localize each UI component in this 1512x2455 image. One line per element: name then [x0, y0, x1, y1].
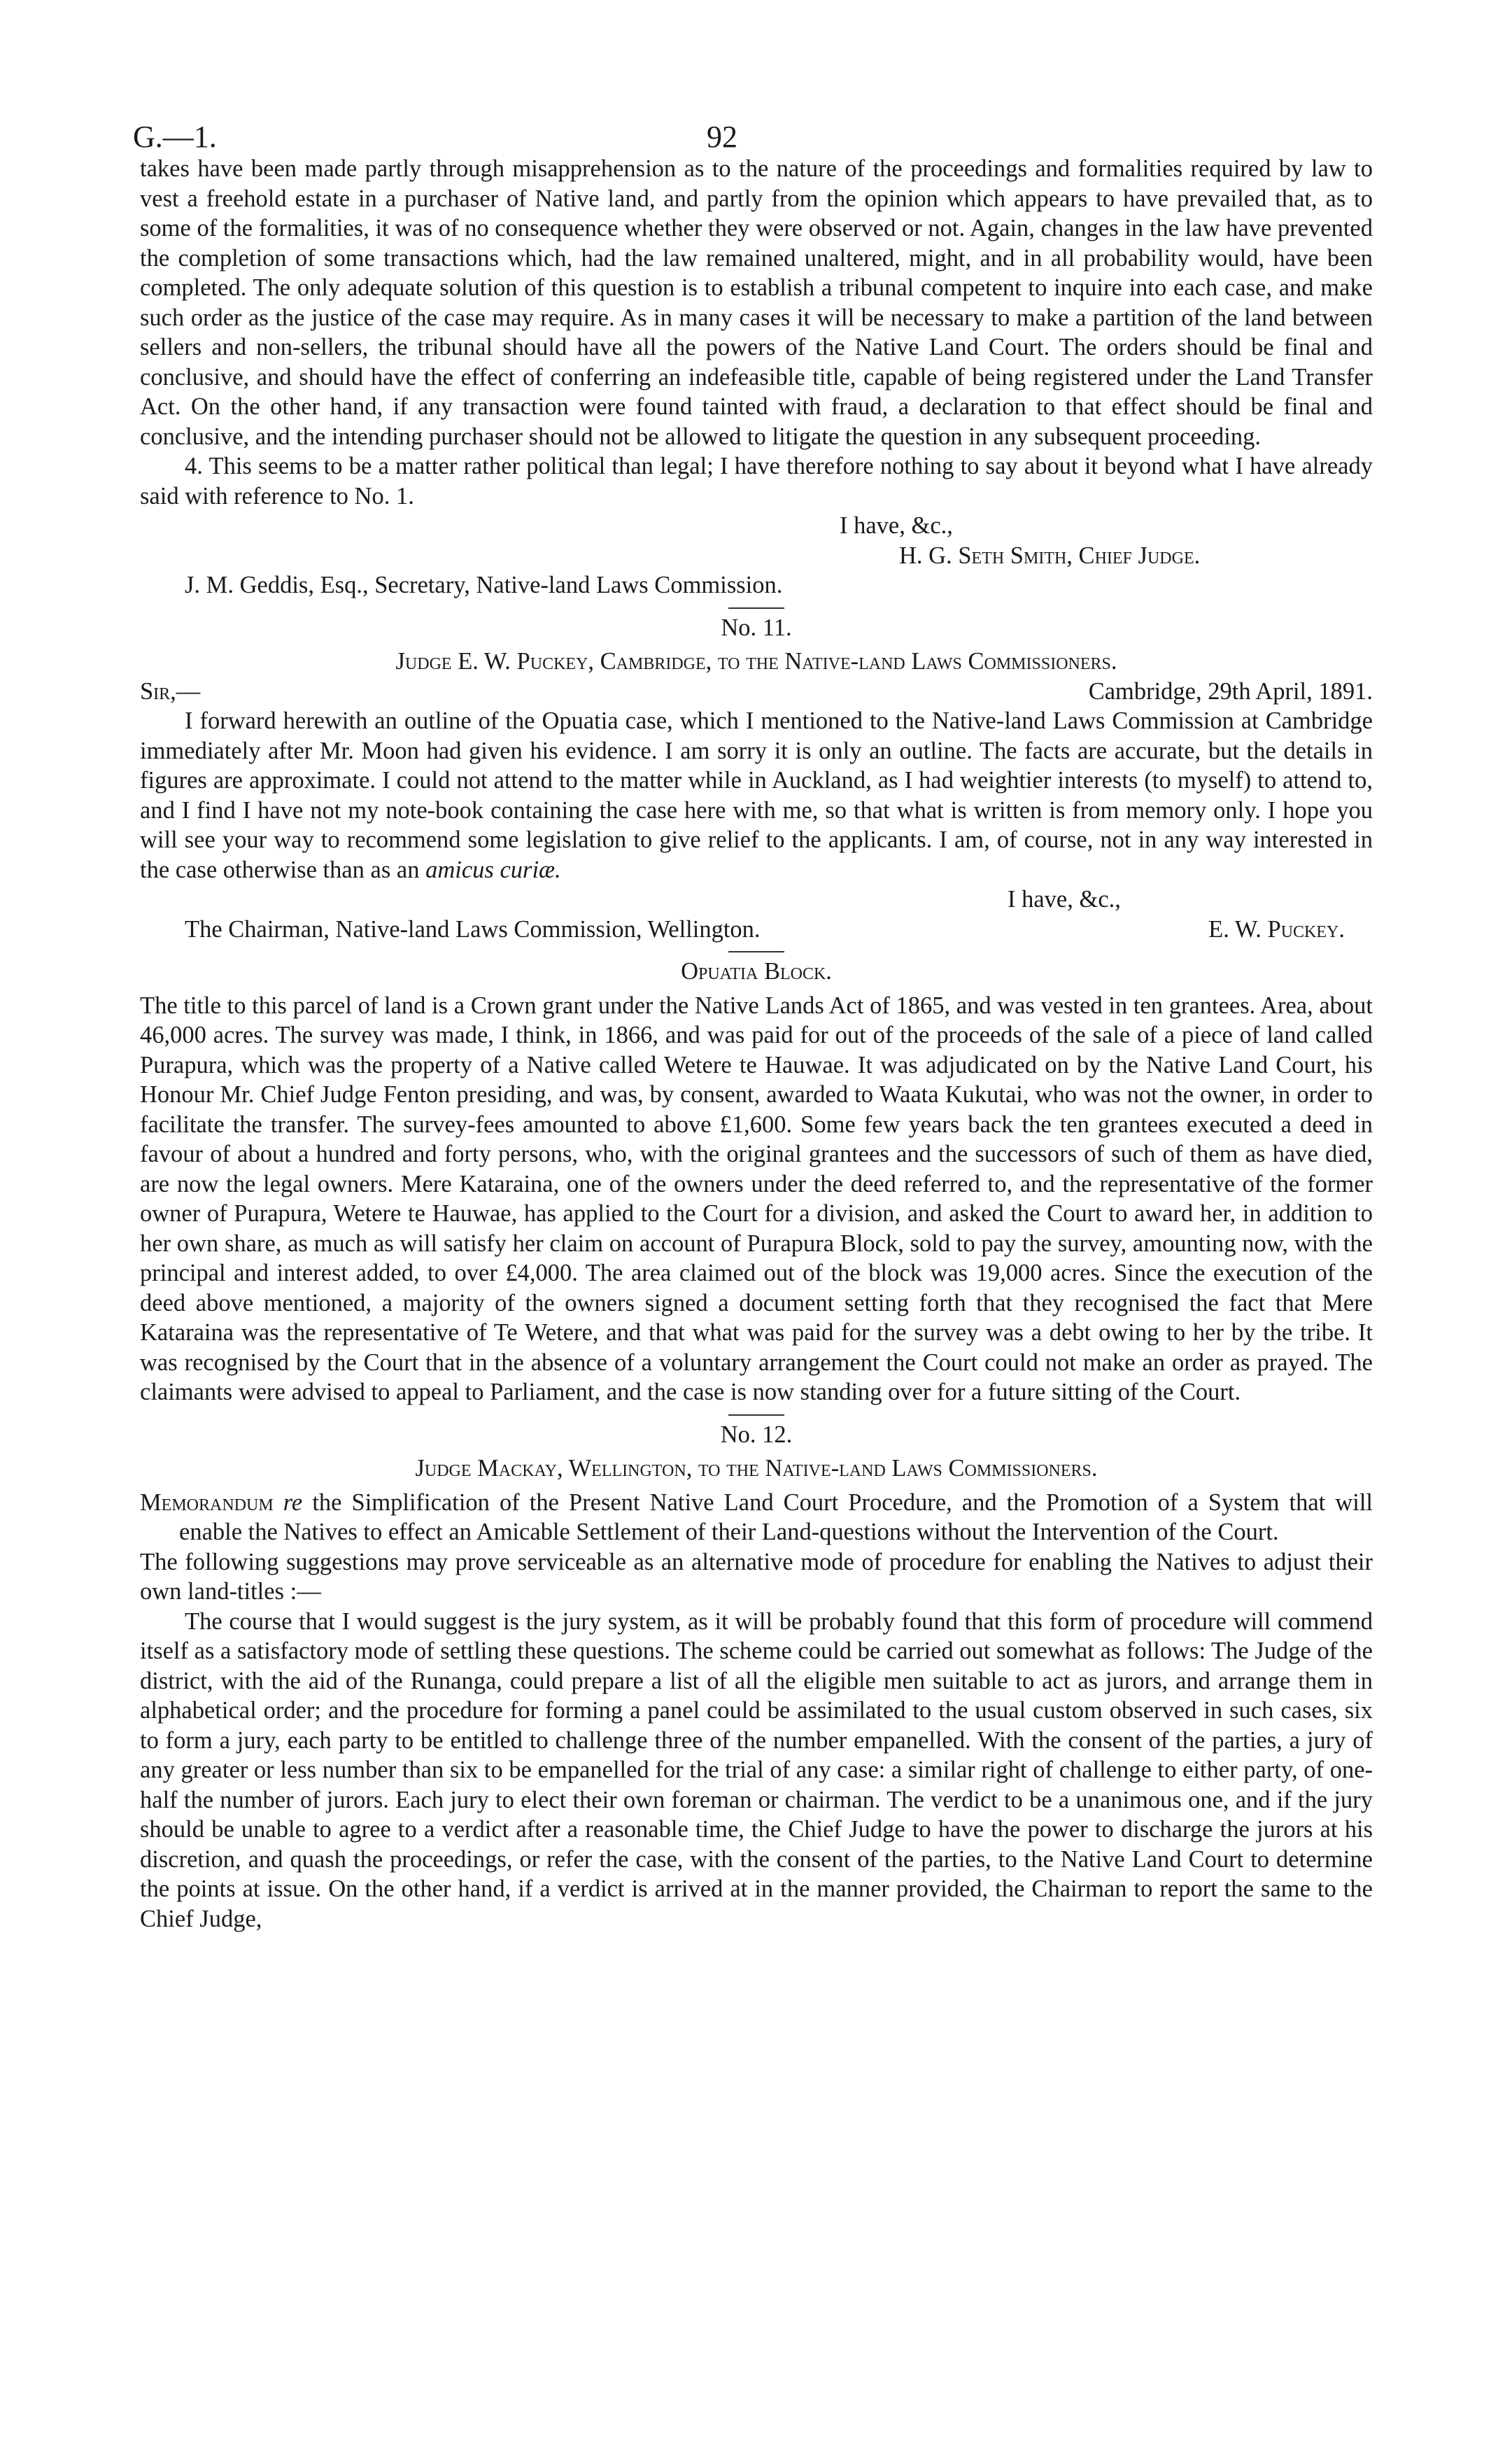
section-divider: [728, 607, 784, 609]
item-4-paragraph: 4. This seems to be a matter rather political than legal; I have therefore nothing to say about it beyond what I have already said with reference to No. 1.: [140, 453, 1373, 509]
letter11-body: [140, 706, 1373, 885]
letter10-signer: H. G. Seth Smith, Chief Judge.: [899, 542, 1201, 569]
letter11-salutation: Sir,—: [140, 677, 201, 705]
letter11-salutation-row: [140, 677, 1373, 707]
letter11-addressee: The Chairman, Native-land Laws Commission, Wellington.: [185, 915, 761, 943]
letter11-number: No. 11.: [721, 614, 792, 641]
series-code: G.—1.: [133, 120, 217, 154]
letter11-addressee-row: [140, 915, 1373, 945]
letter10-closing-line: [140, 511, 1373, 541]
letter11-closing-line: [140, 885, 1373, 915]
section-divider: [728, 951, 784, 952]
document-page: [133, 105, 1373, 1934]
letter12-number: No. 12.: [720, 1421, 793, 1448]
letter12-body: The course that I would suggest is the jury system, as it will be probably found that this form of procedure will commend itself as a satisfactory mode of settling these questions. The scheme could be carried out somewhat as follows: The Judge of the district, with the aid of the Runanga, could prepare a list of all the eligible men suitable to act as jurors, and arrange them in alphabetical order; and the procedure for forming a panel could be assimilated to the usual custom observed in such cases, six to form a jury, each party to be entitled to challenge three of the number empanelled. With the consent of the parties, a jury of any greater or less number than six to be empanelled for the trial of any case: a similar right of challenge to either party, of one-half the number of jurors. Each jury to elect their own foreman or chairman. The verdict to be a unanimous one, and if the jury should be unable to agree to a verdict after a reasonable time, the Chief Judge to have the power to discharge the jurors at his discretion, and quash the proceedings, or refer the case, with the consent of the parties, to the Native Land Court to determine the points at issue. On the other hand, if a verdict is arrived at in the manner provided, the Chairman to report the same to the Chief Judge,: [140, 1608, 1373, 1932]
memo-subject: the Simplification of the Present Native Land Court Procedure, and the Promotion of a System that will enable the Natives to effect an Amicable Settlement of their Land-questions without the Intervention of the Court.: [179, 1489, 1373, 1545]
memo-re: re: [283, 1489, 303, 1516]
letter11-heading: Judge E. W. Puckey, Cambridge, to the Native-land Laws Commissioners.: [395, 648, 1117, 675]
opuatia-title: Opuatia Block.: [681, 958, 832, 985]
opuatia-body: The title to this parcel of land is a Crown grant under the Native Lands Act of 1865, and was vested in ten grantees. Area, about 46,000 acres. The survey was made, I think, in 1866, and was paid for out of the proceeds of the sale of a piece of land called Purapura, which was the property of a Native called Wetere te Hauwae. It was adjudicated on by the Native Land Court, his Honour Mr. Chief Judge Fenton presiding, and was, by consent, awarded to Waata Kukutai, who was not the owner, in order to facilitate the transfer. The survey-fees amounted to above £1,600. Some few years back the ten grantees executed a deed in favour of about a hundred and forty persons, who, with the original grantees and the successors of such of them as have died, are now the legal owners. Mere Kataraina, one of the owners under the deed referred to, and the representative of the former owner of Purapura, Wetere te Hauwae, has applied to the Court for a division, and asked the Court to award her, in addition to her own share, as much as will satisfy her claim on account of Purapura Block, sold to pay the survey, amounting now, with the principal and interest added, to over £4,000. The area claimed out of the block was 19,000 acres. Since the execution of the deed above mentioned, a majority of the owners signed a document setting forth that they recognised the fact that Mere Kataraina was the representative of Te Wetere, and that what was paid for the survey was a debt owing to her by the tribe. It was recognised by the Court that in the absence of a voluntary arrangement the Court could not make an order as prayed. The claimants were advised to appeal to Parliament, and the case is now standing over for a future sitting of the Court.: [140, 992, 1373, 1405]
page-number: 92: [707, 120, 737, 154]
letter12-heading: Judge Mackay, Wellington, to the Native-land Laws Commissioners.: [415, 1455, 1098, 1482]
letter11-closing: I have, &c.,: [1008, 886, 1121, 913]
letter10-signer-line: [140, 541, 1373, 571]
letter10-addressee-line: [140, 570, 1373, 600]
memo-label: Memorandum: [140, 1489, 274, 1516]
continuation-paragraph: takes have been made partly through misapprehension as to the nature of the proceedings and formalities required by law to vest a freehold estate in a purchaser of Native land, and partly from the opinion which appears to have prevailed that, as to some of the formalities, it was of no consequence whether they were observed or not. Again, changes in the law have prevented the completion of some transactions which, had the law remained unaltered, might, and in all probability would, have been completed. The only adequate solution of this question is to establish a tribunal competent to inquire into each case, and make such order as the justice of the case may require. As in many cases it will be necessary to make a partition of the land between sellers and non-sellers, the tribunal should have all the powers of the Native Land Court. The orders should be final and conclusive, and should have the effect of conferring an indefeasible title, capable of being registered under the Land Transfer Act. On the other hand, if any transaction were found tainted with fraud, a declaration to that effect should be final and conclusive, and the intending purchaser should not be allowed to litigate the question in any subsequent proceeding.: [140, 155, 1373, 450]
letter11-place-date: Cambridge, 29th April, 1891.: [1088, 677, 1373, 705]
letter11-latin-phrase: amicus curiæ.: [425, 856, 561, 883]
letter11-body-text: I forward herewith an outline of the Opuatia case, which I mentioned to the Native-land Laws Commission at Cambridge immediately after Mr. Moon had given his evidence. I am sorry it is only an outline. The facts are accurate, but the details in figures are approximate. I could not attend to the matter while in Auckland, as I had weightier interests (to myself) to attend to, and I find I have not my note-book containing the case here with me, so that what is written is from memory only. I hope you will see your way to recommend some legislation to give relief to the applicants. I am, of course, not in any way interested in the case otherwise than as an: [140, 708, 1373, 883]
section-divider: [728, 1414, 784, 1416]
letter10-closing: I have, &c.,: [840, 512, 953, 539]
letter10-addressee: J. M. Geddis, Esq., Secretary, Native-land Laws Commission.: [185, 572, 783, 598]
letter11-signer: E. W. Puckey.: [1208, 915, 1345, 943]
letter12-intro: The following suggestions may prove serviceable as an alternative mode of procedure for enabling the Natives to adjust their own land-titles :—: [140, 1548, 1373, 1605]
page-header: [133, 105, 1373, 154]
letter12-memorandum: [140, 1488, 1373, 1547]
